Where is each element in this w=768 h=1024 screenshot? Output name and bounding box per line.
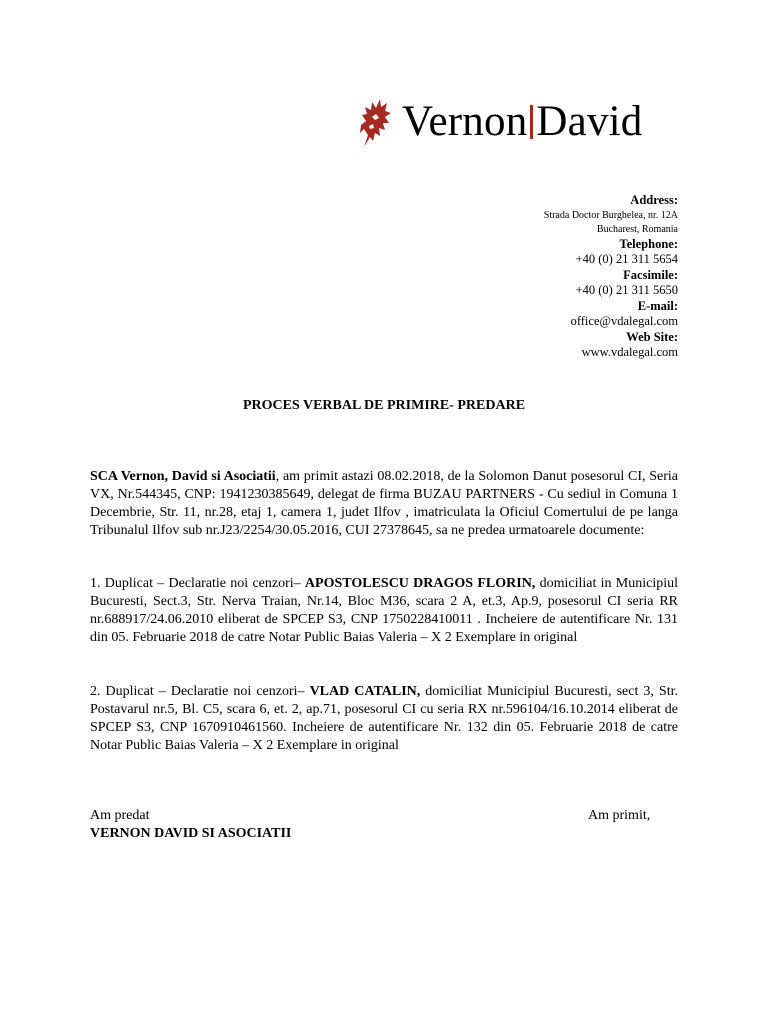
- contact-block: [378, 193, 678, 361]
- intro-text: , am primit astazi 08.02.2018, de la Solomon Danut posesorul CI, Seria VX, Nr.544345, CNP: 1941230385649, delegat de firma BUZAU PARTNERS - Cu sediul in Comuna 1 Decembrie, Str. 11, nr.28, etaj 1, camera 1, judet Ilfov , imatriculata la Oficiul Comertului de pe langa Tribunalul Ilfov sub nr.J23/2254/30.05.2016, CUI 27378645, sa ne predea urmatoarele documente:: [90, 469, 678, 538]
- intro-paragraph: [90, 468, 678, 540]
- company-name: [402, 94, 643, 150]
- website-value: www.vdalegal.com: [581, 345, 678, 359]
- item-1-text: domiciliat in Municipiul Bucuresti, Sect.3, Str. Nerva Traian, Nr.14, Bloc M36, scara 2 A, et.3, Ap.9, posesorul CI seria RR nr.688917/24.06.2010 eliberat de SPCEP S3, CNP 1750228410011 . Incheiere de autentificare Nr. 131 din 05. Februarie 2018 de catre Notar Public Baias Valeria – X 2 Exemplare in original: [90, 576, 678, 645]
- brand-left: Vernon: [402, 98, 528, 145]
- facsimile-value: +40 (0) 21 311 5650: [575, 283, 678, 297]
- signature-right: [588, 807, 650, 825]
- address-line-2: Bucharest, Romania: [596, 223, 678, 235]
- document-title: PROCES VERBAL DE PRIMIRE- PREDARE: [242, 398, 526, 413]
- signature-left: [90, 807, 291, 843]
- item-2-text: domiciliat Municipiul Bucuresti, sect 3, Str. Postavarul nr.5, Bl. C5, scara 6, et. 2, ap.71, posesorul CI cu seria RX nr.596104/16.10.2014 eliberat de SPCEP S3, CNP 1670910461560. Incheiere de autentificare Nr. 132 din 05. Februarie 2018 de catre Notar Public Baias Valeria – X 2 Exemplare in original: [90, 684, 678, 753]
- item-2-paragraph: [90, 683, 678, 755]
- company-logo: [358, 94, 643, 150]
- item-1-paragraph: [90, 575, 678, 647]
- telephone-value: +40 (0) 21 311 5654: [575, 252, 678, 266]
- received-label: Am primit,: [588, 808, 651, 823]
- item-1-person: APOSTOLESCU DRAGOS FLORIN,: [304, 576, 536, 591]
- firm-name: SCA Vernon, David si Asociatii: [90, 469, 276, 484]
- logo-divider: [530, 105, 533, 139]
- address-line-1: Strada Doctor Burghelea, nr. 12A: [543, 209, 678, 221]
- item-2-prefix: 2. Duplicat – Declaratie noi cenzori–: [90, 684, 310, 699]
- email-value: office@vdalegal.com: [570, 314, 678, 328]
- brand-right: David: [536, 98, 643, 145]
- item-2-person: VLAD CATALIN,: [309, 684, 421, 699]
- griffin-logo-icon: [358, 95, 392, 149]
- facsimile-label: Facsimile:: [623, 267, 678, 282]
- item-1-prefix: 1. Duplicat – Declaratie noi cenzori–: [90, 576, 305, 591]
- email-label: E-mail:: [637, 298, 678, 313]
- address-label: Address:: [630, 193, 678, 207]
- website-label: Web Site:: [626, 329, 678, 344]
- handed-over-name: VERNON DAVID SI ASOCIATII: [90, 826, 292, 841]
- handed-over-label: Am predat: [90, 808, 150, 823]
- telephone-label: Telephone:: [619, 236, 678, 251]
